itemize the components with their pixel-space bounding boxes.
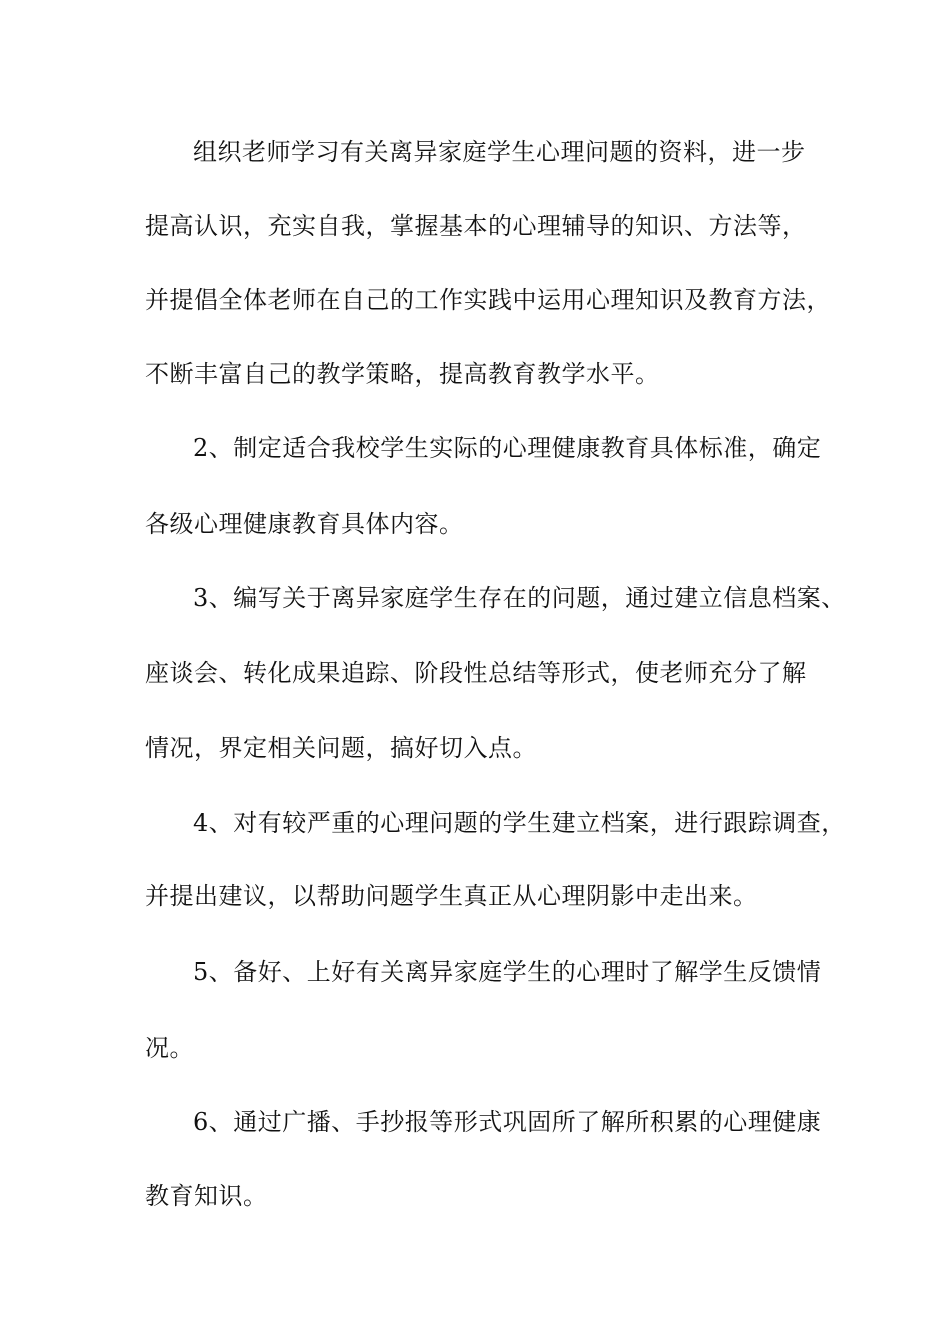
item-3-line-3: 情况，界定相关问题，搞好切入点。 — [145, 734, 537, 762]
paragraph-1-line-3: 并提倡全体老师在自己的工作实践中运用心理知识及教育方法， — [145, 286, 831, 314]
item-6-line-1: 6、通过广播、手抄报等形式巩固所了解所积累的心理健康 — [193, 1108, 822, 1136]
item-3-line-1: 3、编写关于离异家庭学生存在的问题，通过建立信息档案、 — [193, 584, 846, 612]
paragraph-1-line-1: 组织老师学习有关离异家庭学生心理问题的资料，进一步 — [193, 138, 806, 166]
item-5-line-2: 况。 — [145, 1034, 194, 1062]
paragraph-1-line-4: 不断丰富自己的教学策略，提高教育教学水平。 — [145, 360, 660, 388]
paragraph-1-line-2: 提高认识，充实自我，掌握基本的心理辅导的知识、方法等， — [145, 212, 807, 240]
item-2-line-2: 各级心理健康教育具体内容。 — [145, 510, 464, 538]
item-5-line-1: 5、备好、上好有关离异家庭学生的心理时了解学生反馈情 — [193, 958, 822, 986]
item-4-line-2: 并提出建议，以帮助问题学生真正从心理阴影中走出来。 — [145, 882, 758, 910]
item-3-line-2: 座谈会、转化成果追踪、阶段性总结等形式，使老师充分了解 — [145, 659, 807, 687]
item-4-line-1: 4、对有较严重的心理问题的学生建立档案，进行跟踪调查， — [193, 809, 846, 837]
item-6-line-2: 教育知识。 — [145, 1182, 268, 1210]
item-2-line-1: 2、制定适合我校学生实际的心理健康教育具体标准，确定 — [193, 434, 822, 462]
